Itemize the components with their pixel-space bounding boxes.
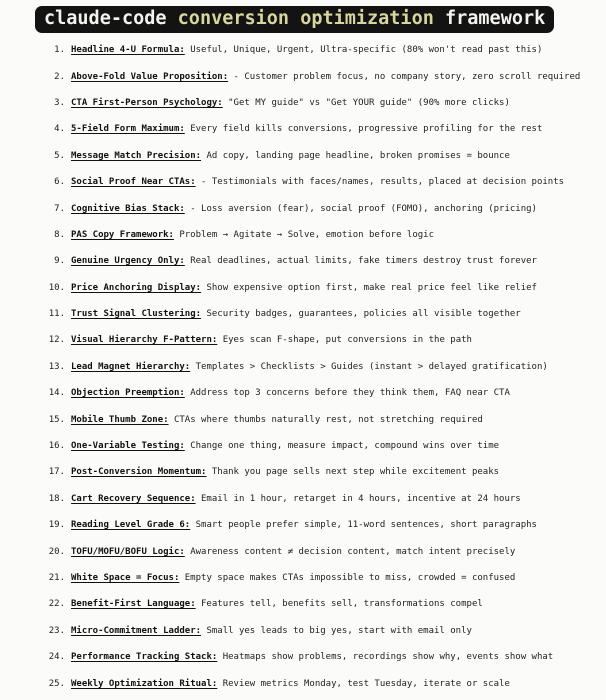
item-text <box>71 335 472 345</box>
list-item <box>36 37 598 63</box>
item-description: - Customer problem focus, no company story, zero scroll required <box>233 71 581 82</box>
item-label: Objection Preemption: <box>71 388 185 399</box>
item-number: 18. <box>48 493 65 504</box>
item-text <box>71 177 564 187</box>
item-text <box>71 467 499 477</box>
list-item <box>36 459 598 485</box>
item-number: 9. <box>54 256 65 267</box>
item-description: Review metrics Monday, test Tuesday, iterate or scale <box>222 678 510 689</box>
item-description: Thank you page sells next step while excitement peaks <box>211 467 500 478</box>
item-number: 10. <box>48 282 65 293</box>
item-label: Price Anchoring Display: <box>71 282 202 293</box>
item-number: 6. <box>54 177 65 188</box>
item-text <box>71 124 542 134</box>
list-item <box>36 618 598 644</box>
item-label: 5-Field Form Maximum: <box>71 124 185 135</box>
item-text <box>71 230 434 240</box>
item-label: TOFU/MOFU/BOFU Logic: <box>71 546 185 557</box>
item-label: Benefit-First Language: <box>71 599 196 610</box>
list-item <box>36 433 598 459</box>
item-description: - Testimonials with faces/names, results, placed at decision points <box>201 177 565 188</box>
item-label: Micro-Commitment Ladder: <box>71 625 202 636</box>
item-label: PAS Copy Framework: <box>71 229 174 240</box>
item-number: 24. <box>48 652 65 663</box>
list-item <box>36 512 598 538</box>
item-description: Smart people prefer simple, 11-word sentences, short paragraphs <box>195 520 537 531</box>
item-description: Every field kills conversions, progressive profiling for the rest <box>190 124 543 135</box>
item-text <box>71 204 537 214</box>
list-item <box>36 644 598 670</box>
item-description: CTAs where thumbs naturally rest, not stretching required <box>173 414 483 425</box>
item-label: Lead Magnet Hierarchy: <box>71 361 191 372</box>
item-label: Weekly Optimization Ritual: <box>71 678 218 689</box>
item-description: Templates > Checklists > Guides (instant > delayed gratification) <box>195 361 548 372</box>
item-description: Change one thing, measure impact, compound wins over time <box>190 441 500 452</box>
item-label: Social Proof Near CTAs: <box>71 177 196 188</box>
item-description: Useful, Unique, Urgent, Ultra-specific (80% won't read past this) <box>190 45 543 56</box>
list-item <box>36 169 598 195</box>
item-description: Empty space makes CTAs impossible to miss, crowded = confused <box>184 573 516 583</box>
item-label: Headline 4-U Formula: <box>71 45 185 56</box>
item-text <box>71 72 580 82</box>
item-text <box>71 679 510 689</box>
item-number: 8. <box>54 229 65 240</box>
item-text <box>71 309 521 319</box>
list-item <box>36 565 598 591</box>
item-text <box>71 652 553 662</box>
item-number: 17. <box>48 467 65 478</box>
list-item <box>36 116 598 142</box>
item-number: 21. <box>48 573 65 583</box>
item-label: Performance Tracking Stack: <box>71 652 218 663</box>
item-number: 14. <box>48 388 65 399</box>
list-item <box>36 301 598 327</box>
item-description: Heatmaps show problems, recordings show why, events show what <box>222 652 554 663</box>
item-number: 2. <box>54 71 65 82</box>
list-item <box>36 275 598 301</box>
item-text <box>71 520 537 530</box>
item-text <box>71 256 537 266</box>
item-text <box>71 599 483 609</box>
item-text <box>71 547 515 557</box>
item-label: Above-Fold Value Proposition: <box>71 71 229 82</box>
item-number: 5. <box>54 150 65 161</box>
item-description: Awareness content ≠ decision content, match intent precisely <box>190 546 516 557</box>
item-description: Features tell, benefits sell, transformations compel <box>201 599 483 610</box>
item-text <box>71 98 510 108</box>
item-text <box>71 573 515 583</box>
item-number: 7. <box>54 203 65 214</box>
item-label: White Space = Focus: <box>71 573 180 583</box>
item-label: One-Variable Testing: <box>71 441 185 452</box>
list-item <box>36 380 598 406</box>
item-number: 12. <box>48 335 65 346</box>
item-number: 13. <box>48 361 65 372</box>
item-number: 1. <box>54 45 65 56</box>
item-number: 19. <box>48 520 65 531</box>
item-text <box>71 283 537 293</box>
item-number: 16. <box>48 441 65 452</box>
list-item <box>36 486 598 512</box>
item-description: Security badges, guarantees, policies all visible together <box>206 309 521 320</box>
item-text <box>71 415 483 425</box>
item-number: 4. <box>54 124 65 135</box>
title-part1: claude-code <box>44 8 167 29</box>
item-number: 25. <box>48 678 65 689</box>
list-item <box>36 354 598 380</box>
item-label: CTA First-Person Psychology: <box>71 97 223 108</box>
title-part2: framework <box>445 8 546 29</box>
list-item <box>36 327 598 353</box>
item-number: 22. <box>48 599 65 610</box>
item-text <box>71 441 499 451</box>
item-description: Eyes scan F-shape, put conversions in the path <box>222 335 472 346</box>
item-label: Cognitive Bias Stack: <box>71 203 185 214</box>
item-label: Genuine Urgency Only: <box>71 256 185 267</box>
item-description: Ad copy, landing page headline, broken promises = bounce <box>206 150 510 161</box>
list-item <box>36 63 598 89</box>
item-description: Show expensive option first, make real price feel like relief <box>206 282 537 293</box>
list-item <box>36 591 598 617</box>
item-label: Mobile Thumb Zone: <box>71 414 169 425</box>
item-description: Real deadlines, actual limits, fake timers destroy trust forever <box>190 256 537 267</box>
item-label: Trust Signal Clustering: <box>71 309 202 320</box>
title-highlight: conversion optimization <box>177 8 434 29</box>
list-item <box>36 222 598 248</box>
item-number: 3. <box>54 97 65 108</box>
item-number: 20. <box>48 546 65 557</box>
item-text <box>71 362 548 372</box>
item-description: Problem → Agitate → Solve, emotion before logic <box>179 229 435 240</box>
item-description: - Loss aversion (fear), social proof (FOMO), anchoring (pricing) <box>190 203 537 214</box>
framework-list <box>0 37 606 697</box>
list-item <box>36 90 598 116</box>
item-label: Cart Recovery Sequence: <box>71 493 196 504</box>
list-item <box>36 143 598 169</box>
list-item <box>36 195 598 221</box>
item-text <box>71 494 521 504</box>
item-label: Message Match Precision: <box>71 150 202 161</box>
item-number: 23. <box>48 625 65 636</box>
item-number: 11. <box>48 309 65 320</box>
item-description: Address top 3 concerns before they think them, FAQ near CTA <box>190 388 510 399</box>
item-description: Email in 1 hour, retarget in 4 hours, incentive at 24 hours <box>201 493 521 504</box>
item-label: Visual Hierarchy F-Pattern: <box>71 335 218 346</box>
item-text <box>71 151 510 161</box>
item-description: Small yes leads to big yes, start with email only <box>206 625 472 636</box>
item-label: Reading Level Grade 6: <box>71 520 191 531</box>
item-description: "Get MY guide" vs "Get YOUR guide" (90% more clicks) <box>228 97 510 108</box>
item-text <box>71 626 472 636</box>
list-item <box>36 670 598 696</box>
title-banner <box>35 6 554 33</box>
list-item <box>36 538 598 564</box>
item-text <box>71 45 542 55</box>
item-label: Post-Conversion Momentum: <box>71 467 207 478</box>
item-text <box>71 388 510 398</box>
item-number: 15. <box>48 414 65 425</box>
list-item <box>36 406 598 432</box>
list-item <box>36 248 598 274</box>
